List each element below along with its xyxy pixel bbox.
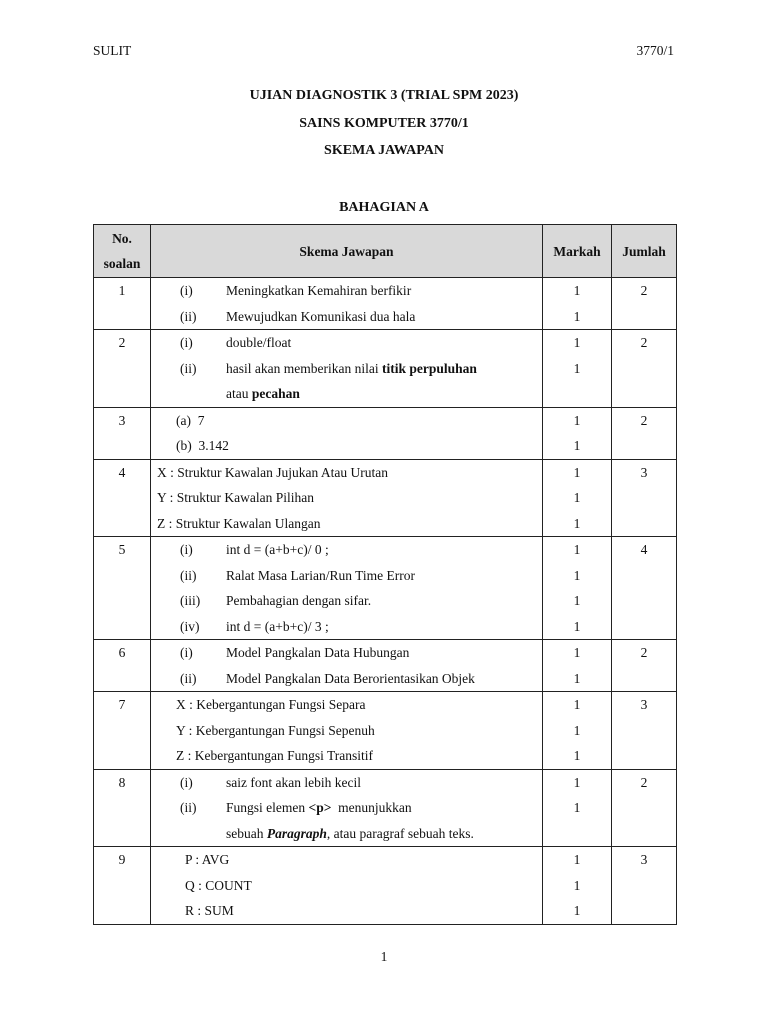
question-number: 3 xyxy=(94,407,151,459)
answer-line: Mewujudkan Komunikasi dua hala xyxy=(226,308,416,324)
total-cell: 2 xyxy=(612,330,677,408)
mark-cell: 1 1 xyxy=(543,330,612,408)
total-cell: 4 xyxy=(612,537,677,640)
answer-line: double/float xyxy=(226,335,292,350)
sub-label: (ii) xyxy=(180,670,197,686)
sub-label: (ii) xyxy=(180,308,197,324)
answer-line: Ralat Masa Larian/Run Time Error xyxy=(226,567,415,583)
total-cell: 3 xyxy=(612,459,677,537)
answer-line: sebuah Paragraph, atau paragraf sebuah teks. xyxy=(226,825,474,841)
answer-line: atau pecahan xyxy=(226,386,300,401)
answer-line: Meningkatkan Kemahiran berfikir xyxy=(226,283,412,298)
section-title: BAHAGIAN A xyxy=(339,200,429,215)
mark-cell: 1 1 1 1 xyxy=(543,537,612,640)
answer-line: (a) 7 xyxy=(176,412,205,428)
bold-term: <p> xyxy=(308,800,332,815)
table-row xyxy=(94,769,677,847)
answer-line: Pembahagian dengan sifar. xyxy=(226,593,372,608)
sub-label: (i) xyxy=(180,335,193,350)
answer-table xyxy=(93,224,677,925)
answer-cell xyxy=(151,407,543,459)
sub-label: (i) xyxy=(180,645,193,660)
question-number: 7 xyxy=(94,692,151,770)
answer-line: Model Pangkalan Data Hubungan xyxy=(226,645,410,660)
answer-cell xyxy=(151,640,543,692)
table-row xyxy=(94,459,677,537)
answer-line: Fungsi elemen <p> menunjukkan xyxy=(226,800,412,815)
sub-label: (ii) xyxy=(180,567,197,583)
answer-line: Q : COUNT xyxy=(185,877,252,893)
title-scheme: SKEMA JAWAPAN xyxy=(324,143,444,158)
sub-label: (iv) xyxy=(180,618,200,634)
answer-line: Z : Kebergantungan Fungsi Transitif xyxy=(176,748,373,763)
header-markah: Markah xyxy=(543,225,612,278)
total-cell: 2 xyxy=(612,640,677,692)
sub-label: (iii) xyxy=(180,593,201,608)
answer-line: Y : Struktur Kawalan Pilihan xyxy=(157,490,314,505)
mark-cell: 1 1 xyxy=(543,407,612,459)
total-cell: 2 xyxy=(612,278,677,330)
question-number: 2 xyxy=(94,330,151,408)
table-row xyxy=(94,692,677,770)
header-no-soalan xyxy=(94,225,151,278)
page-number: 1 xyxy=(380,949,388,964)
header-jumlah: Jumlah xyxy=(612,225,677,278)
total-cell: 2 xyxy=(612,769,677,847)
answer-line: (b) 3.142 xyxy=(176,438,229,453)
table-header-row xyxy=(94,225,677,278)
answer-line: X : Struktur Kawalan Jujukan Atau Urutan xyxy=(157,464,388,480)
mark-cell: 1 1 1 xyxy=(543,692,612,770)
sub-label: (i) xyxy=(180,774,193,790)
header-soalan-label: soalan xyxy=(103,256,141,271)
answer-cell xyxy=(151,278,543,330)
sub-label: (i) xyxy=(180,542,193,557)
sub-label: (ii) xyxy=(180,800,197,815)
answer-line: R : SUM xyxy=(185,903,234,918)
title-subject: SAINS KOMPUTER 3770/1 xyxy=(299,116,469,131)
mark-cell: 1 1 xyxy=(543,640,612,692)
header-skema: Skema Jawapan xyxy=(151,225,543,278)
answer-cell xyxy=(151,459,543,537)
answer-cell xyxy=(151,537,543,640)
question-number: 1 xyxy=(94,278,151,330)
answer-line: X : Kebergantungan Fungsi Separa xyxy=(176,697,366,712)
answer-cell xyxy=(151,769,543,847)
bold-term: titik perpuluhan xyxy=(381,360,477,376)
answer-line: Z : Struktur Kawalan Ulangan xyxy=(157,515,321,531)
answer-line: hasil akan memberikan nilai titik perpuluhan xyxy=(226,360,477,376)
table-row xyxy=(94,537,677,640)
mark-cell: 1 1 1 xyxy=(543,459,612,537)
mark-cell: 1 1 xyxy=(543,278,612,330)
question-number: 9 xyxy=(94,847,151,925)
table-row xyxy=(94,330,677,408)
sub-label: (i) xyxy=(180,283,193,298)
sub-label: (ii) xyxy=(180,360,197,376)
total-cell: 3 xyxy=(612,692,677,770)
answer-cell xyxy=(151,847,543,925)
answer-line: Y : Kebergantungan Fungsi Sepenuh xyxy=(176,722,375,738)
answer-line: saiz font akan lebih kecil xyxy=(226,774,361,790)
answer-line: int d = (a+b+c)/ 0 ; xyxy=(226,542,329,557)
total-cell: 3 xyxy=(612,847,677,925)
title-exam: UJIAN DIAGNOSTIK 3 (TRIAL SPM 2023) xyxy=(249,88,519,103)
question-number: 8 xyxy=(94,769,151,847)
table-row xyxy=(94,278,677,330)
answer-cell xyxy=(151,692,543,770)
answer-line: P : AVG xyxy=(185,852,230,867)
table-row xyxy=(94,847,677,925)
header-sulit: SULIT xyxy=(93,43,132,58)
answer-cell xyxy=(151,330,543,408)
mark-cell: 1 1 1 xyxy=(543,847,612,925)
answer-line: Model Pangkalan Data Berorientasikan Objek xyxy=(226,670,475,686)
table-row xyxy=(94,407,677,459)
header-no-label: No. xyxy=(112,231,132,246)
mark-cell: 1 1 xyxy=(543,769,612,847)
table-row xyxy=(94,640,677,692)
bold-italic-term: Paragraph xyxy=(266,825,327,841)
question-number: 6 xyxy=(94,640,151,692)
bold-term: pecahan xyxy=(251,386,300,401)
header-code: 3770/1 xyxy=(636,43,674,58)
question-number: 5 xyxy=(94,537,151,640)
answer-line: int d = (a+b+c)/ 3 ; xyxy=(226,618,329,634)
total-cell: 2 xyxy=(612,407,677,459)
question-number: 4 xyxy=(94,459,151,537)
